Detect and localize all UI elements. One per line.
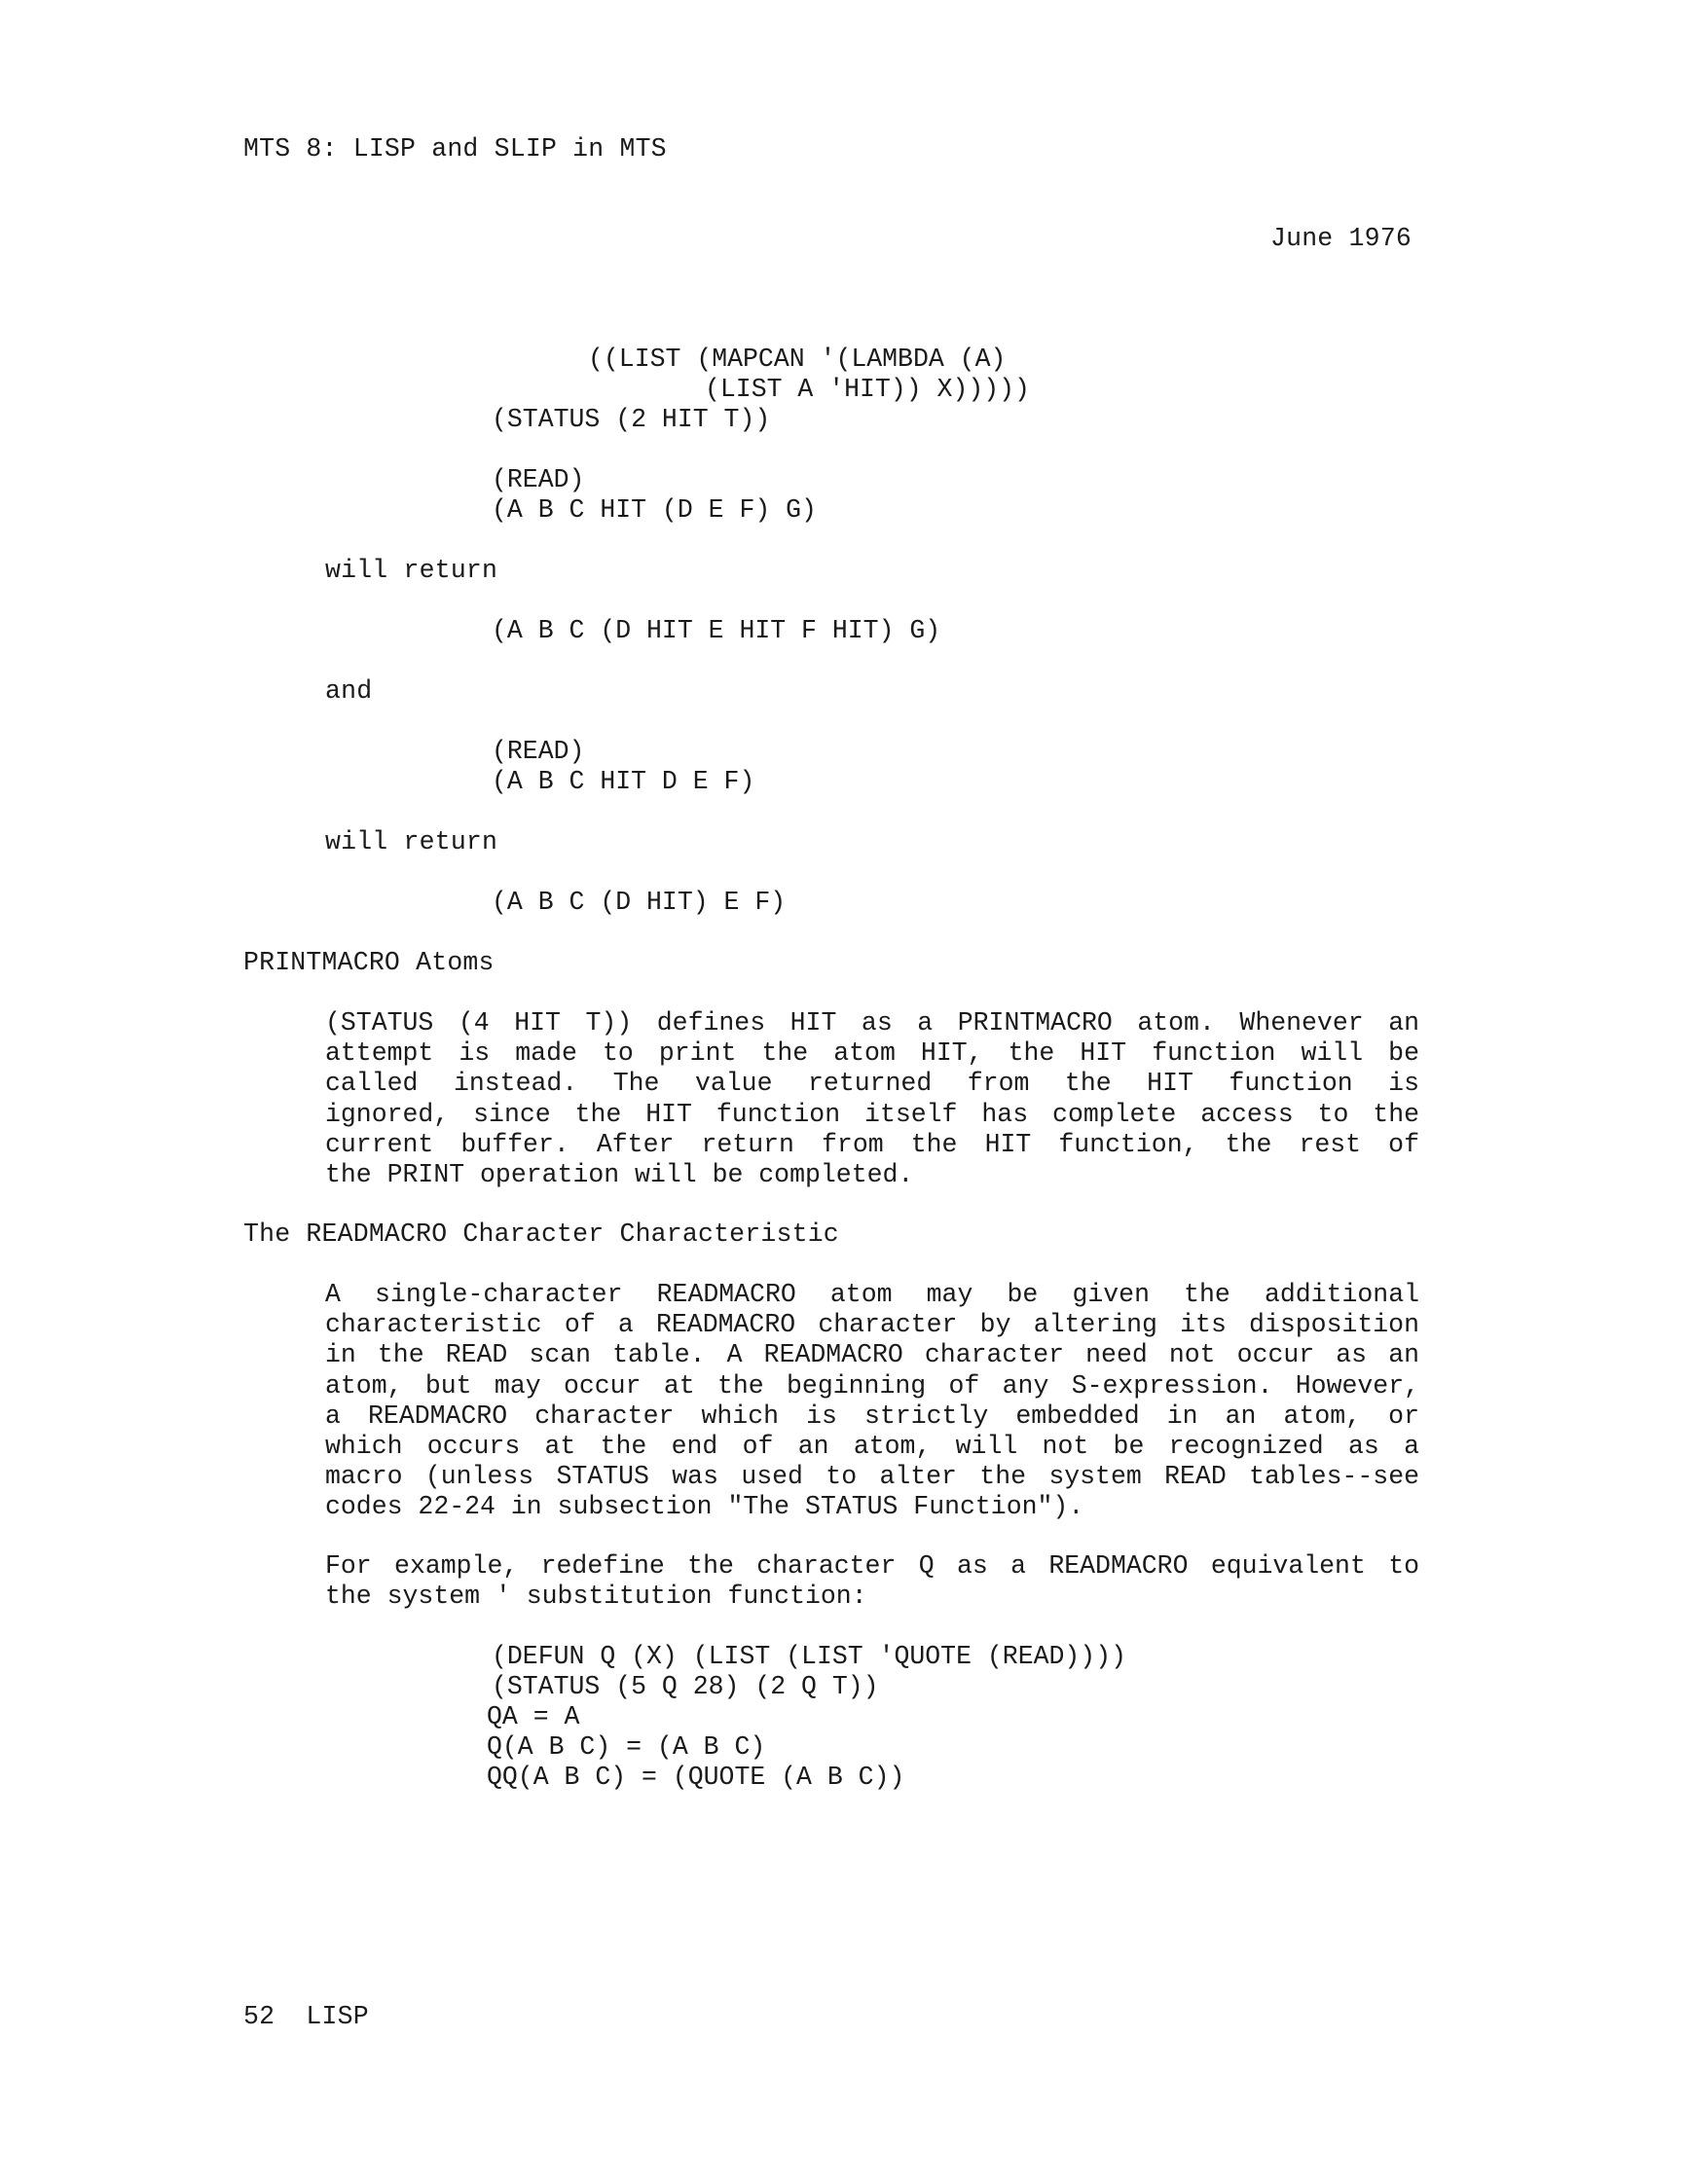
running-header-date: June 1976 <box>1270 224 1412 253</box>
section-heading-printmacro: PRINTMACRO Atoms <box>243 948 495 977</box>
paragraph-line: ignored, since the HIT function itself has complete access to the <box>325 1099 1419 1129</box>
paragraph-readmacro-1 <box>325 1280 1419 1523</box>
paragraph-line: current buffer. After return from the HIT function, the rest of <box>325 1129 1419 1159</box>
code-line: QQ(A B C) = (QUOTE (A B C)) <box>487 1763 905 1792</box>
paragraph-line: macro (unless STATUS was used to alter the system READ tables--see <box>325 1462 1419 1492</box>
code-line: (STATUS (2 HIT T)) <box>492 405 771 434</box>
prose-and: and <box>325 676 373 706</box>
paragraph-line: a READMACRO character which is strictly embedded in an atom, or <box>325 1401 1419 1431</box>
paragraph-line: the PRINT operation will be completed. <box>325 1160 914 1190</box>
code-line: (A B C (D HIT) E F) <box>492 888 787 917</box>
paragraph-line: which occurs at the end of an atom, will not be recognized as a <box>325 1432 1419 1462</box>
paragraph-line: characteristic of a READMACRO character by altering its disposition <box>325 1310 1419 1340</box>
code-line: QA = A <box>487 1702 580 1731</box>
paragraph-line: codes 22-24 in subsection "The STATUS Function"). <box>325 1492 1084 1522</box>
code-line: (DEFUN Q (X) (LIST (LIST 'QUOTE (READ)))) <box>492 1642 1127 1671</box>
code-line: (LIST A 'HIT)) X))))) <box>705 375 1030 404</box>
code-line: (READ) <box>492 737 585 766</box>
paragraph-line: the system ' substitution function: <box>325 1582 867 1612</box>
paragraph-line: A single-character READMACRO atom may be given the additional <box>325 1280 1419 1309</box>
paragraph-line: (STATUS (4 HIT T)) defines HIT as a PRINTMACRO atom. Whenever an <box>325 1008 1419 1037</box>
code-line: Q(A B C) = (A B C) <box>487 1732 766 1762</box>
paragraph-printmacro <box>325 1008 1419 1190</box>
paragraph-line: atom, but may occur at the beginning of any S-expression. However, <box>325 1370 1419 1401</box>
paragraph-line: attempt is made to print the atom HIT, the HIT function will be <box>325 1038 1419 1069</box>
paragraph-readmacro-2 <box>325 1551 1419 1612</box>
paragraph-line: in the READ scan table. A READMACRO character need not occur as an <box>325 1340 1419 1370</box>
code-line: (A B C (D HIT E HIT F HIT) G) <box>492 616 941 645</box>
prose-will-return: will return <box>325 556 498 585</box>
code-line: (READ) <box>492 465 585 494</box>
code-line: (STATUS (5 Q 28) (2 Q T)) <box>492 1672 879 1701</box>
section-heading-readmacro: The READMACRO Character Characteristic <box>243 1219 839 1249</box>
code-line: (A B C HIT D E F) <box>492 767 755 796</box>
paragraph-line: For example, redefine the character Q as a READMACRO equivalent to <box>325 1551 1419 1581</box>
prose-will-return: will return <box>325 827 498 856</box>
code-line: (A B C HIT (D E F) G) <box>492 495 817 525</box>
paragraph-line: called instead. The value returned from the HIT function is <box>325 1069 1419 1099</box>
code-line: ((LIST (MAPCAN '(LAMBDA (A) <box>588 345 1007 374</box>
page-footer: 52 LISP <box>243 2002 369 2031</box>
running-header-title: MTS 8: LISP and SLIP in MTS <box>243 134 667 164</box>
